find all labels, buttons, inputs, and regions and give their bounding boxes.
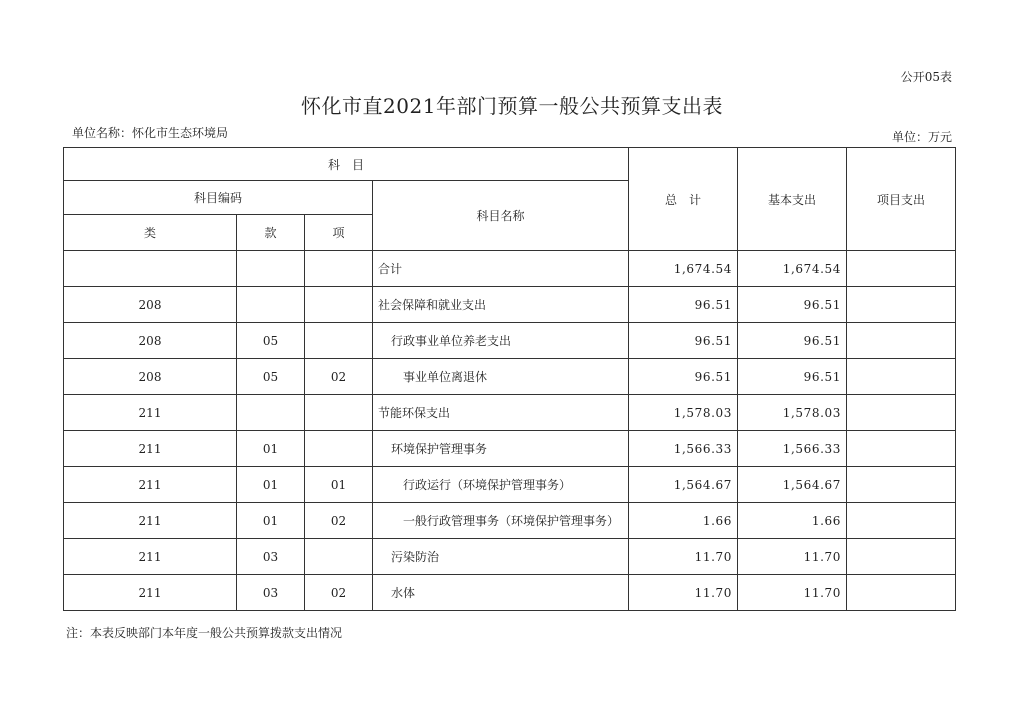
form-number: 公开05表 bbox=[900, 70, 952, 84]
cell-project bbox=[847, 503, 956, 539]
cell-lei bbox=[64, 251, 237, 287]
cell-project bbox=[847, 431, 956, 467]
cell-name: 事业单位离退休 bbox=[373, 359, 629, 395]
cell-kuan: 05 bbox=[237, 323, 305, 359]
cell-lei: 211 bbox=[64, 395, 237, 431]
cell-xiang: 02 bbox=[305, 575, 373, 611]
cell-project bbox=[847, 323, 956, 359]
cell-total: 1,674.54 bbox=[629, 251, 738, 287]
cell-basic: 1,564.67 bbox=[738, 467, 847, 503]
cell-xiang: 02 bbox=[305, 359, 373, 395]
cell-basic: 1,674.54 bbox=[738, 251, 847, 287]
cell-lei: 208 bbox=[64, 359, 237, 395]
cell-xiang bbox=[305, 395, 373, 431]
cell-project bbox=[847, 467, 956, 503]
header-xiang: 项 bbox=[305, 215, 373, 251]
cell-lei: 208 bbox=[64, 323, 237, 359]
cell-name: 一般行政管理事务（环境保护管理事务） bbox=[373, 503, 629, 539]
table-row bbox=[64, 539, 956, 575]
cell-xiang bbox=[305, 287, 373, 323]
cell-name: 环境保护管理事务 bbox=[373, 431, 629, 467]
cell-kuan: 01 bbox=[237, 503, 305, 539]
cell-name: 水体 bbox=[373, 575, 629, 611]
cell-basic: 96.51 bbox=[738, 323, 847, 359]
cell-lei: 211 bbox=[64, 503, 237, 539]
cell-basic: 11.70 bbox=[738, 575, 847, 611]
table-row bbox=[64, 359, 956, 395]
cell-name: 污染防治 bbox=[373, 539, 629, 575]
cell-total: 96.51 bbox=[629, 359, 738, 395]
cell-kuan: 01 bbox=[237, 431, 305, 467]
cell-project bbox=[847, 575, 956, 611]
cell-total: 1,578.03 bbox=[629, 395, 738, 431]
cell-total: 96.51 bbox=[629, 323, 738, 359]
cell-xiang bbox=[305, 323, 373, 359]
cell-kuan: 05 bbox=[237, 359, 305, 395]
cell-xiang bbox=[305, 251, 373, 287]
header-lei: 类 bbox=[64, 215, 237, 251]
cell-name: 行政事业单位养老支出 bbox=[373, 323, 629, 359]
header-total: 总 计 bbox=[629, 148, 738, 251]
cell-kuan: 03 bbox=[237, 539, 305, 575]
budget-table bbox=[63, 147, 956, 611]
cell-kuan: 01 bbox=[237, 467, 305, 503]
table-row bbox=[64, 503, 956, 539]
table-row bbox=[64, 575, 956, 611]
cell-basic: 11.70 bbox=[738, 539, 847, 575]
currency-unit: 单位：万元 bbox=[891, 130, 952, 144]
cell-xiang: 02 bbox=[305, 503, 373, 539]
cell-project bbox=[847, 395, 956, 431]
cell-name: 节能环保支出 bbox=[373, 395, 629, 431]
cell-lei: 211 bbox=[64, 467, 237, 503]
table-row bbox=[64, 395, 956, 431]
cell-lei: 211 bbox=[64, 431, 237, 467]
header-name: 科目名称 bbox=[373, 181, 629, 251]
header-kuan: 款 bbox=[237, 215, 305, 251]
cell-basic: 1,578.03 bbox=[738, 395, 847, 431]
cell-name: 行政运行（环境保护管理事务） bbox=[373, 467, 629, 503]
cell-lei: 208 bbox=[64, 287, 237, 323]
table-row bbox=[64, 467, 956, 503]
header-code: 科目编码 bbox=[64, 181, 373, 215]
cell-basic: 96.51 bbox=[738, 359, 847, 395]
cell-total: 96.51 bbox=[629, 287, 738, 323]
table-row bbox=[64, 251, 956, 287]
cell-project bbox=[847, 251, 956, 287]
table-row bbox=[64, 287, 956, 323]
footnote: 注：本表反映部门本年度一般公共预算拨款支出情况 bbox=[66, 626, 343, 640]
cell-lei: 211 bbox=[64, 539, 237, 575]
table-row bbox=[64, 431, 956, 467]
cell-lei: 211 bbox=[64, 575, 237, 611]
cell-project bbox=[847, 287, 956, 323]
cell-total: 11.70 bbox=[629, 539, 738, 575]
cell-project bbox=[847, 539, 956, 575]
cell-total: 1,566.33 bbox=[629, 431, 738, 467]
cell-basic: 96.51 bbox=[738, 287, 847, 323]
document-title: 怀化市直2021年部门预算一般公共预算支出表 bbox=[301, 94, 723, 118]
cell-total: 11.70 bbox=[629, 575, 738, 611]
cell-kuan bbox=[237, 395, 305, 431]
header-basic: 基本支出 bbox=[738, 148, 847, 251]
cell-xiang bbox=[305, 539, 373, 575]
header-subject: 科 目 bbox=[64, 148, 629, 181]
unit-name: 单位名称：怀化市生态环境局 bbox=[72, 126, 229, 140]
cell-name: 合计 bbox=[373, 251, 629, 287]
cell-xiang: 01 bbox=[305, 467, 373, 503]
cell-project bbox=[847, 359, 956, 395]
header-project: 项目支出 bbox=[847, 148, 956, 251]
cell-total: 1,564.67 bbox=[629, 467, 738, 503]
cell-kuan bbox=[237, 287, 305, 323]
table-row bbox=[64, 323, 956, 359]
cell-kuan: 03 bbox=[237, 575, 305, 611]
cell-kuan bbox=[237, 251, 305, 287]
cell-basic: 1.66 bbox=[738, 503, 847, 539]
cell-xiang bbox=[305, 431, 373, 467]
cell-basic: 1,566.33 bbox=[738, 431, 847, 467]
cell-total: 1.66 bbox=[629, 503, 738, 539]
cell-name: 社会保障和就业支出 bbox=[373, 287, 629, 323]
